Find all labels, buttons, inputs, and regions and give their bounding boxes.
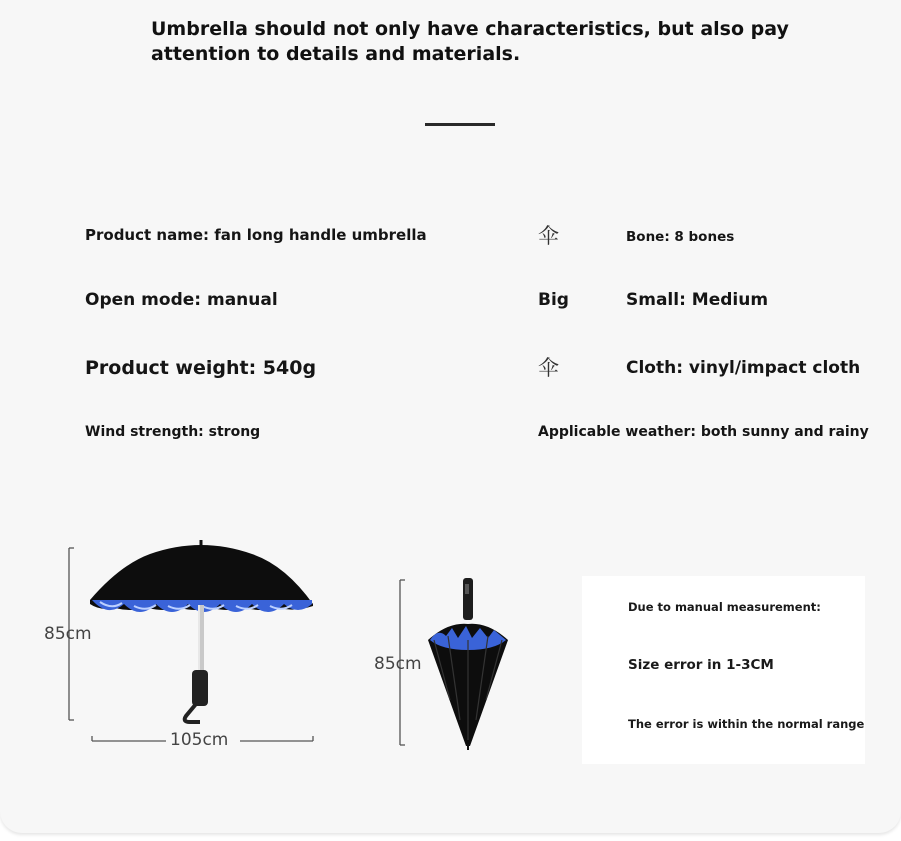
spec-product-name: Product name: fan long handle umbrella (85, 226, 427, 244)
closed-height-label: 85cm (374, 654, 422, 674)
note-normal-range: The error is within the normal range (628, 717, 865, 731)
spec-weather: Applicable weather: both sunny and rainy (538, 424, 869, 440)
spec-cloth: Cloth: vinyl/impact cloth (626, 358, 861, 378)
open-width-label: 105cm (170, 730, 229, 750)
headline: Umbrella should not only have characteristics, but also pay attention to details and materials. (151, 18, 789, 65)
note-size-error: Size error in 1-3CM (628, 657, 774, 673)
spec-bone: Bone: 8 bones (626, 229, 735, 245)
spec-wind-strength: Wind strength: strong (85, 424, 261, 440)
note-manual-measurement: Due to manual measurement: (628, 600, 821, 614)
umbrella-glyph-icon: 伞 (538, 356, 559, 380)
umbrella-glyph-icon: 伞 (538, 224, 559, 248)
spec-size: Small: Medium (626, 290, 769, 310)
spec-open-mode: Open mode: manual (85, 290, 278, 310)
spec-size-big-label: Big (538, 290, 569, 310)
open-height-label: 85cm (44, 624, 92, 644)
spec-weight: Product weight: 540g (85, 357, 317, 379)
